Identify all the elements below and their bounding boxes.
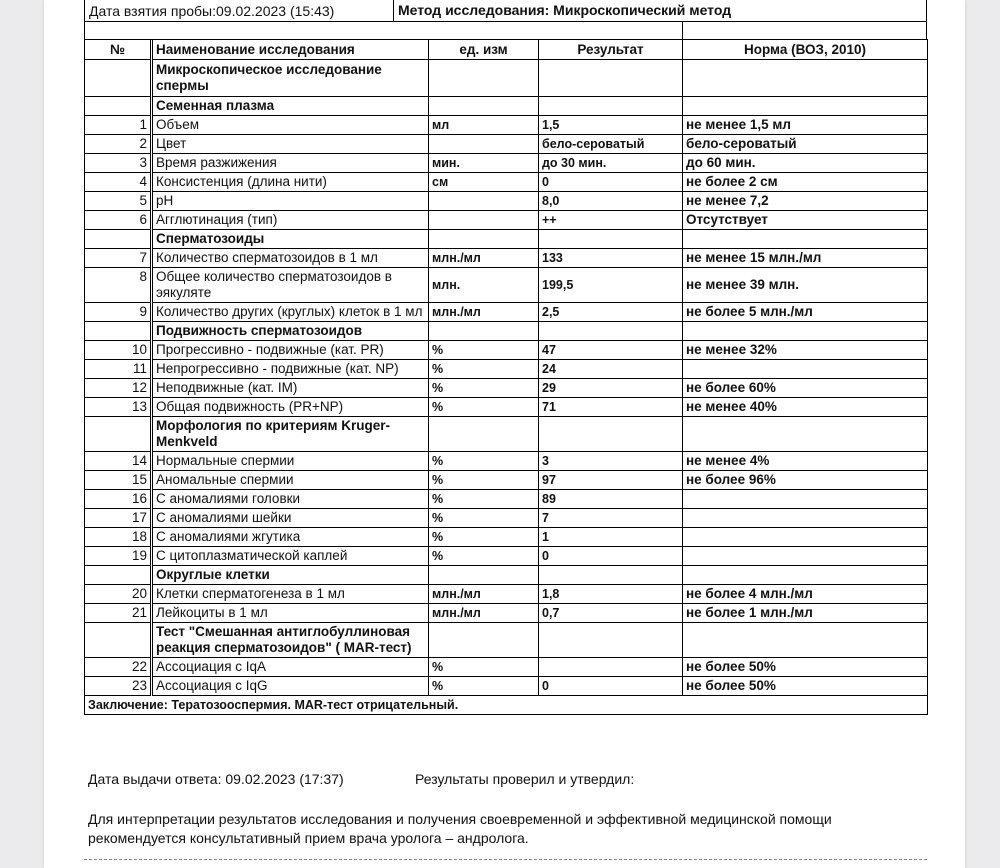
row-unit: мин. xyxy=(429,154,539,173)
row-norm xyxy=(683,528,928,547)
row-result: 2,5 xyxy=(539,303,683,322)
row-norm: до 60 мин. xyxy=(683,154,928,173)
row-name: Общее количество сперматозоидов в эякуляте xyxy=(152,268,429,303)
row-norm: не менее 32% xyxy=(683,341,928,360)
table-row xyxy=(85,528,928,547)
section-row xyxy=(85,97,928,116)
table-row xyxy=(85,452,928,471)
row-num: 20 xyxy=(85,585,152,604)
table-header-row xyxy=(85,40,928,60)
checked-by: Результаты проверил и утвердил: xyxy=(415,771,635,787)
section-row xyxy=(85,566,928,585)
row-unit: см xyxy=(429,173,539,192)
row-result: 1,8 xyxy=(539,585,683,604)
section-title: Подвижность сперматозоидов xyxy=(152,322,429,341)
results-table xyxy=(84,39,928,715)
row-name: Количество других (круглых) клеток в 1 мл xyxy=(152,303,429,322)
row-unit: млн. xyxy=(429,268,539,303)
row-result: 89 xyxy=(539,490,683,509)
row-norm xyxy=(683,490,928,509)
section-title: Морфология по критериям Kruger-Menkveld xyxy=(152,417,429,452)
row-result: ++ xyxy=(539,211,683,230)
issue-date: Дата выдачи ответа: 09.02.2023 (17:37) xyxy=(88,771,344,787)
section-title: Округлые клетки xyxy=(152,566,429,585)
method-label: Метод исследования: Микроскопический метод xyxy=(393,0,731,21)
row-unit: % xyxy=(429,471,539,490)
table-row xyxy=(85,471,928,490)
row-unit: % xyxy=(429,509,539,528)
row-name: pH xyxy=(152,192,429,211)
row-num: 16 xyxy=(85,490,152,509)
conclusion-row xyxy=(85,696,928,715)
row-name: С аномалиями жгутика xyxy=(152,528,429,547)
row-norm: не более 1 млн./мл xyxy=(683,604,928,623)
row-norm: не менее 1,5 мл xyxy=(683,116,928,135)
row-norm: не более 50% xyxy=(683,658,928,677)
row-num: 6 xyxy=(85,211,152,230)
section-title: Тест "Смешанная антиглобуллиновая реакция сперматозоидов" ( MAR-тест) xyxy=(152,623,429,658)
row-norm: не более 50% xyxy=(683,677,928,696)
row-norm: не более 2 см xyxy=(683,173,928,192)
table-row xyxy=(85,211,928,230)
row-norm: не более 96% xyxy=(683,471,928,490)
row-norm: не менее 39 млн. xyxy=(683,268,928,303)
recommendation-note: Для интерпретации результатов исследования и получения своевременной и эффективной медицинской помощи рекомендуется консультативный прием врача уролога – андролога. xyxy=(88,811,832,846)
row-unit: % xyxy=(429,528,539,547)
row-unit: % xyxy=(429,379,539,398)
row-name: С аномалиями головки xyxy=(152,490,429,509)
row-norm: Отсутствует xyxy=(683,211,928,230)
table-row xyxy=(85,116,928,135)
row-norm xyxy=(683,509,928,528)
table-row xyxy=(85,379,928,398)
table-row xyxy=(85,490,928,509)
row-result: до 30 мин. xyxy=(539,154,683,173)
section-title: Сперматозоиды xyxy=(152,230,429,249)
table-row xyxy=(85,677,928,696)
spacer-row xyxy=(84,22,927,40)
table-row xyxy=(85,658,928,677)
row-result: 47 xyxy=(539,341,683,360)
row-result: 199,5 xyxy=(539,268,683,303)
row-unit: млн./мл xyxy=(429,585,539,604)
row-result: 0,7 xyxy=(539,604,683,623)
table-row xyxy=(85,585,928,604)
row-num: 1 xyxy=(85,116,152,135)
row-num: 23 xyxy=(85,677,152,696)
row-result xyxy=(539,658,683,677)
row-unit xyxy=(429,211,539,230)
table-row xyxy=(85,341,928,360)
row-num: 11 xyxy=(85,360,152,379)
row-num: 9 xyxy=(85,303,152,322)
row-num: 8 xyxy=(85,268,152,303)
section-row xyxy=(85,60,928,97)
row-result: 133 xyxy=(539,249,683,268)
row-num: 13 xyxy=(85,398,152,417)
row-num: 4 xyxy=(85,173,152,192)
table-row xyxy=(85,509,928,528)
row-result: 0 xyxy=(539,677,683,696)
row-norm: не менее 7,2 xyxy=(683,192,928,211)
row-name: Аномальные спермии xyxy=(152,471,429,490)
row-name: Непрогрессивно - подвижные (кат. NP) xyxy=(152,360,429,379)
row-unit: % xyxy=(429,341,539,360)
row-num: 18 xyxy=(85,528,152,547)
row-unit xyxy=(429,135,539,154)
row-unit: мл xyxy=(429,116,539,135)
table-row xyxy=(85,398,928,417)
row-unit: млн./мл xyxy=(429,604,539,623)
table-row xyxy=(85,154,928,173)
row-num: 19 xyxy=(85,547,152,566)
row-num: 22 xyxy=(85,658,152,677)
row-name: Консистенция (длина нити) xyxy=(152,173,429,192)
row-norm xyxy=(683,547,928,566)
dotted-divider xyxy=(84,859,927,860)
row-name: Общая подвижность (PR+NP) xyxy=(152,398,429,417)
section-row xyxy=(85,417,928,452)
row-result: 29 xyxy=(539,379,683,398)
row-result: 7 xyxy=(539,509,683,528)
conclusion: Заключение: Тератозооспермия. MAR-тест отрицательный. xyxy=(85,696,928,715)
col-num: № xyxy=(85,40,152,60)
section-title: Семенная плазма xyxy=(152,97,429,116)
row-unit: % xyxy=(429,658,539,677)
row-name: Ассоциация с IqG xyxy=(152,677,429,696)
col-unit: ед. изм xyxy=(429,40,539,60)
row-num: 10 xyxy=(85,341,152,360)
row-unit: % xyxy=(429,547,539,566)
row-result: 8,0 xyxy=(539,192,683,211)
row-result: 97 xyxy=(539,471,683,490)
row-num: 12 xyxy=(85,379,152,398)
sample-date: Дата взятия пробы:09.02.2023 (15:43) xyxy=(89,3,335,19)
row-name: Нормальные спермии xyxy=(152,452,429,471)
section-title: Микроскопическое исследование спермы xyxy=(152,60,429,97)
row-norm: не более 5 млн./мл xyxy=(683,303,928,322)
table-row xyxy=(85,303,928,322)
row-result: 3 xyxy=(539,452,683,471)
row-name: Время разжижения xyxy=(152,154,429,173)
row-name: Клетки сперматогенеза в 1 мл xyxy=(152,585,429,604)
table-row xyxy=(85,360,928,379)
table-row xyxy=(85,604,928,623)
section-row xyxy=(85,230,928,249)
row-norm: не более 4 млн./мл xyxy=(683,585,928,604)
row-norm: бело-сероватый xyxy=(683,135,928,154)
row-name: С цитоплазматической каплей xyxy=(152,547,429,566)
row-name: Ассоциация с IqA xyxy=(152,658,429,677)
row-result: 0 xyxy=(539,173,683,192)
row-result: 71 xyxy=(539,398,683,417)
row-name: Агглютинация (тип) xyxy=(152,211,429,230)
row-num: 17 xyxy=(85,509,152,528)
row-norm: не менее 15 млн./мл xyxy=(683,249,928,268)
row-norm xyxy=(683,360,928,379)
col-norm: Норма (ВОЗ, 2010) xyxy=(683,40,928,60)
col-name: Наименование исследования xyxy=(152,40,429,60)
row-result: 1,5 xyxy=(539,116,683,135)
table-row xyxy=(85,249,928,268)
row-num: 14 xyxy=(85,452,152,471)
row-num: 3 xyxy=(85,154,152,173)
row-result: 1 xyxy=(539,528,683,547)
col-result: Результат xyxy=(539,40,683,60)
row-num: 5 xyxy=(85,192,152,211)
row-unit: млн./мл xyxy=(429,303,539,322)
row-name: Количество сперматозоидов в 1 мл xyxy=(152,249,429,268)
row-result: 0 xyxy=(539,547,683,566)
row-name: Лейкоциты в 1 мл xyxy=(152,604,429,623)
row-name: Объем xyxy=(152,116,429,135)
row-name: С аномалиями шейки xyxy=(152,509,429,528)
table-row xyxy=(85,192,928,211)
table-row xyxy=(85,547,928,566)
row-unit xyxy=(429,192,539,211)
section-row xyxy=(85,623,928,658)
row-unit: % xyxy=(429,360,539,379)
row-num: 15 xyxy=(85,471,152,490)
table-row xyxy=(85,268,928,303)
row-norm: не менее 4% xyxy=(683,452,928,471)
section-row xyxy=(85,322,928,341)
row-unit: % xyxy=(429,452,539,471)
row-name: Цвет xyxy=(152,135,429,154)
row-unit: млн./мл xyxy=(429,249,539,268)
row-norm: не менее 40% xyxy=(683,398,928,417)
row-unit: % xyxy=(429,490,539,509)
row-norm: не более 60% xyxy=(683,379,928,398)
row-unit: % xyxy=(429,677,539,696)
row-num: 7 xyxy=(85,249,152,268)
row-name: Неподвижные (кат. IM) xyxy=(152,379,429,398)
row-result: 24 xyxy=(539,360,683,379)
row-name: Прогрессивно - подвижные (кат. PR) xyxy=(152,341,429,360)
table-row xyxy=(85,173,928,192)
row-num: 2 xyxy=(85,135,152,154)
sample-header xyxy=(84,0,927,22)
table-row xyxy=(85,135,928,154)
row-unit: % xyxy=(429,398,539,417)
row-num: 21 xyxy=(85,604,152,623)
row-result: бело-сероватый xyxy=(539,135,683,154)
